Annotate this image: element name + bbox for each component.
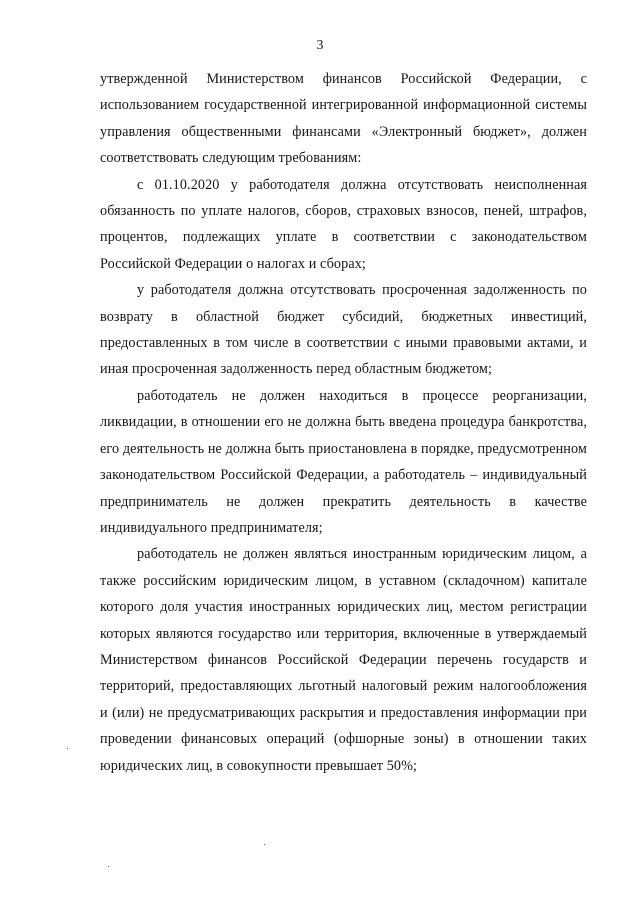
scan-speck [108,866,109,867]
page-number: 3 [316,38,324,53]
paragraph-tax-obligations: с 01.10.2020 у работодателя должна отсутствовать неисполненная обязанность по уплате налогов, сборов, страховых взносов, пеней, штрафов, процентов, подлежащих уплате в соответствии с законодательством Российской Федерации о налогах и сборах; [100,176,587,272]
paragraph-intro: утвержденной Министерством финансов Российской Федерации, с использованием государственной интегрированной информационной системы управления общественными финансами «Электронный бюджет», должен соответствовать следующим требованиям: [100,71,587,167]
paragraph-overdue-debt: у работодателя должна отсутствовать просроченная задолженность по возврату в областной бюджет субсидий, бюджетных инвестиций, предоставленных в том числе в соответствии с иными правовыми актами, и иная просроченная задолженность перед областным бюджетом; [100,282,587,378]
document-body [100,66,587,779]
paragraph-reorganization: работодатель не должен находиться в процессе реорганизации, ликвидации, в отношении его не должна быть введена процедура банкротства, его деятельность не должна быть приостановлена в порядке, предусмотренном законодательством Российской Федерации, а работодатель – индивидуальный предприниматель не должен прекратить деятельность в качестве индивидуального предпринимателя; [100,387,587,536]
scan-speck [67,748,68,749]
scan-speck [264,844,265,845]
paragraph-foreign-entity: работодатель не должен являться иностранным юридическим лицом, а также российским юридическим лицом, в уставном (складочном) капитале которого доля участия иностранных юридических лиц, местом регистрации которых являются государство или территория, включенные в утверждаемый Министерством финансов Российской Федерации перечень государств и территорий, предоставляющих льготный налоговый режим налогообложения и (или) не предусматривающих раскрытия и предоставления информации при проведении финансовых операций (офшорные зоны) в отношении таких юридических лиц, в совокупности превышает 50%; [100,546,587,774]
